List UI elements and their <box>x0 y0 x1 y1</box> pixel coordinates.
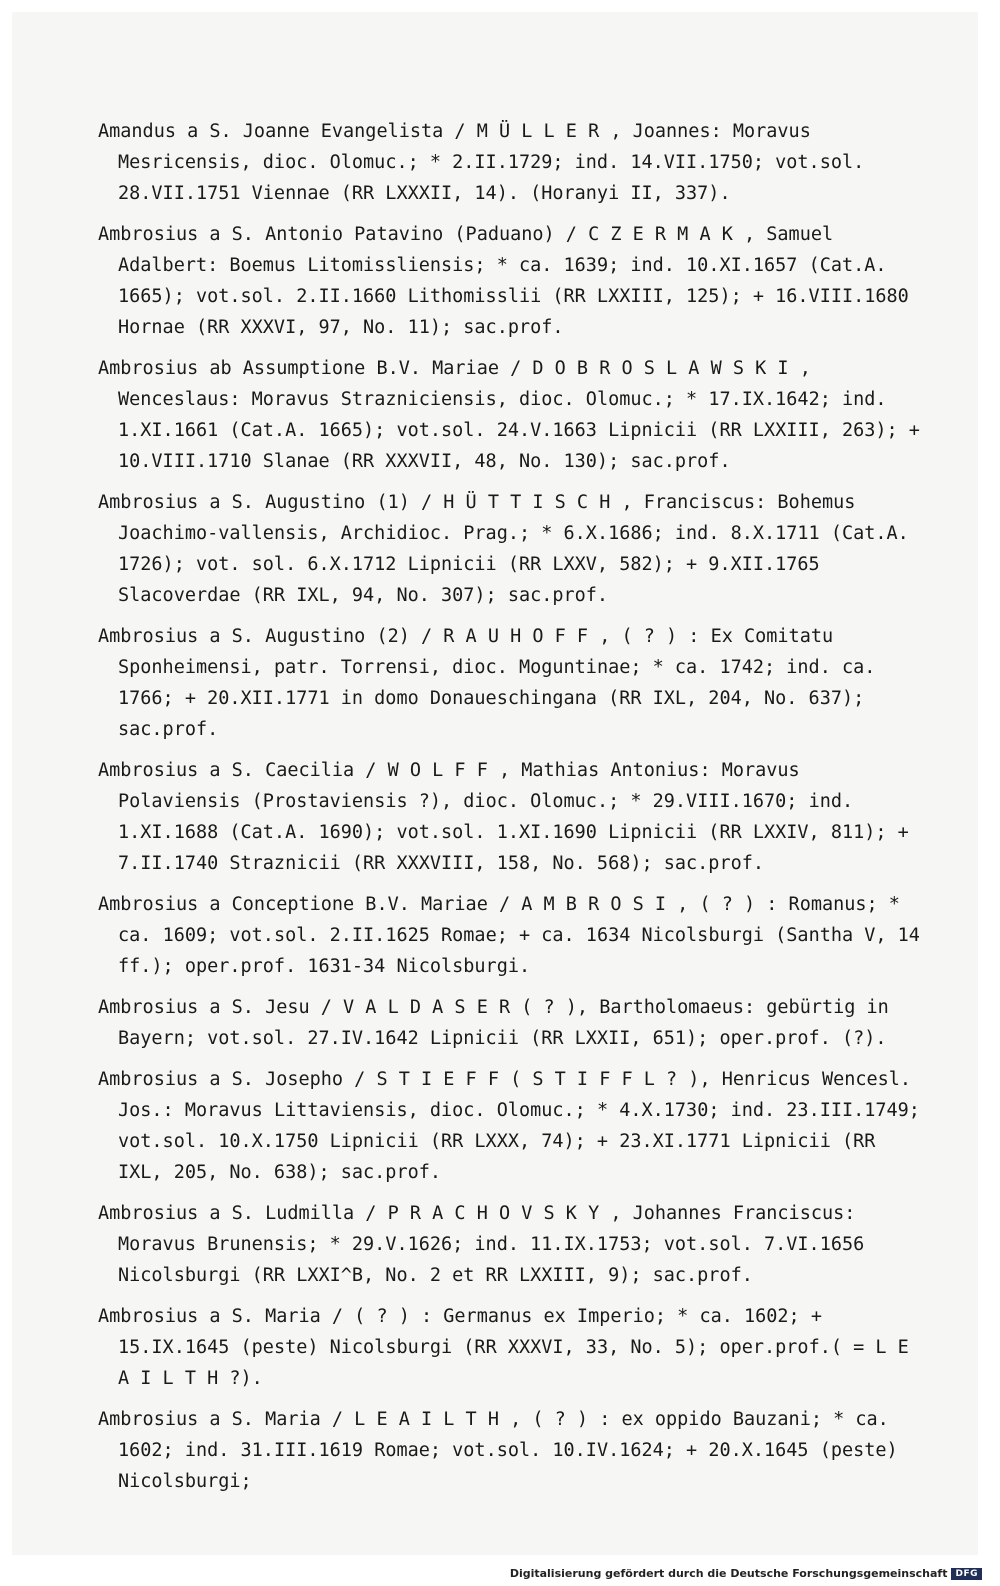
entry-ambrosius-czermak <box>98 219 928 343</box>
entry-ambrosius-maria-unknown <box>98 1301 928 1394</box>
entry-heading: Ambrosius a S. Maria / ( ? ) : Germanus ex Imperio; * ca. 1602; + 15.IX.1645 <box>98 1306 822 1358</box>
entry-heading: Ambrosius ab Assumptione B.V. Mariae / D O B R O S L A W S K I , Wenceslaus: <box>98 358 811 410</box>
entry-ambrosius-stieff <box>98 1064 928 1188</box>
entry-heading: Ambrosius a S. Maria / L E A I L T H , ( ? ) : ex oppido Bauzani; * ca. 1602; <box>98 1409 889 1461</box>
scanned-page <box>12 12 978 1555</box>
entry-body: 1609; vot.sol. 2.II.1625 Romae; + ca. 1634 Nicolsburgi (Santha V, 14 ff.); oper.prof. 1631-34 Nicolsburgi. <box>118 925 920 977</box>
entry-body: (peste) Nicolsburgi (RR XXXVI, 33, No. 5); oper.prof.( = L E A I L T H ?). <box>118 1337 909 1389</box>
entry-body: Moravus Strazniciensis, dioc. Olomuc.; * 17.IX.1642; ind. 1.XI.1661 (Cat.A. 1665); vot.sol. 24.V.1663 Lipnicii (RR LXXIII, 263); + 10.VIII.1710 Slanae (RR XXXVII, 48, No. 130); sac.prof. <box>118 389 920 472</box>
entry-list <box>98 116 928 1507</box>
entry-body: Boemus Litomissliensis; * ca. 1639; ind. 10.XI.1657 (Cat.A. 1665); vot.sol. 2.II.1660 Lithomisslii (RR LXXIII, 125); + 16.VIII.1680 Hornae (RR XXXVI, 97, No. 11); sac.prof. <box>118 255 909 338</box>
entry-body: patr. Torrensi, dioc. Moguntinae; * ca. 1742; ind. ca. 1766; + 20.XII.1771 in domo Donaueschingana (RR IXL, 204, No. 637); sac.prof. <box>118 657 876 740</box>
entry-body: Moravus Littaviensis, dioc. Olomuc.; * 4.X.1730; ind. 23.III.1749; vot.sol. 10.X.1750 Lipnicii (RR LXXX, 74); + 23.XI.1771 Lipnicii (RR IXL, 205, No. 638); sac.prof. <box>118 1100 920 1183</box>
entry-heading: Ambrosius a S. Caecilia / W O L F F , Mathias Antonius: Moravus Polaviensis <box>98 760 800 812</box>
entry-heading: Ambrosius a S. Jesu / V A L D A S E R ( ? ), Bartholomaeus: gebürtig in Bayern; <box>98 997 889 1049</box>
entry-heading: Ambrosius a S. Augustino (1) / H Ü T T I S C H , Franciscus: Bohemus Joachimo- <box>98 492 856 544</box>
funding-note: Digitalisierung gefördert durch die Deutsche Forschungsgemeinschaft <box>509 1567 948 1580</box>
entry-ambrosius-dobroslawski <box>98 353 928 477</box>
entry-heading: Ambrosius a S. Ludmilla / P R A C H O V S K Y , Johannes Franciscus: Moravus <box>98 1203 856 1255</box>
entry-body: (Prostaviensis ?), dioc. Olomuc.; * 29.VIII.1670; ind. 1.XI.1688 (Cat.A. 1690); vot.sol. 1.XI.1690 Lipnicii (RR LXXIV, 811); + 7.II.1740 Straznicii (RR XXXVIII, 158, No. 568); sac.prof. <box>118 791 909 874</box>
entry-body: vot.sol. 27.IV.1642 Lipnicii (RR LXXII, 651); oper.prof. (?). <box>207 1028 887 1049</box>
entry-body: Brunensis; * 29.V.1626; ind. 11.IX.1753; vot.sol. 7.VI.1656 Nicolsburgi (RR LXXI^B, No. 2 et RR LXXIII, 9); sac.prof. <box>118 1234 865 1286</box>
entry-heading: Amandus a S. Joanne Evangelista / M Ü L L E R , Joannes: Moravus Mesricensis, <box>98 121 811 173</box>
entry-heading: Ambrosius a Conceptione B.V. Mariae / A M B R O S I , ( ? ) : Romanus; * ca. <box>98 894 900 946</box>
entry-ambrosius-ambrosi <box>98 889 928 982</box>
entry-ambrosius-leailth <box>98 1404 928 1497</box>
entry-ambrosius-rauhoff <box>98 621 928 745</box>
entry-body: vallensis, Archidioc. Prag.; * 6.X.1686; ind. 8.X.1711 (Cat.A. 1726); vot. sol. 6.X.1712 Lipnicii (RR LXXV, 582); + 9.XII.1765 Slacoverdae (RR IXL, 94, No. 307); sac.prof. <box>118 523 909 606</box>
entry-ambrosius-huettisch <box>98 487 928 611</box>
funding-footer <box>510 1567 982 1580</box>
entry-body: dioc. Olomuc.; * 2.II.1729; ind. 14.VII.1750; vot.sol. 28.VII.1751 Viennae (RR LXXXII, 14). (Horanyi II, 337). <box>118 152 865 204</box>
entry-heading: Ambrosius a S. Antonio Patavino (Paduano) / C Z E R M A K , Samuel Adalbert: <box>98 224 834 276</box>
entry-ambrosius-wolff <box>98 755 928 879</box>
entry-body: ind. 31.III.1619 Romae; vot.sol. 10.IV.1624; + 20.X.1645 (peste) Nicolsburgi; <box>118 1440 898 1492</box>
entry-heading: Ambrosius a S. Augustino (2) / R A U H O F F , ( ? ) : Ex Comitatu Sponheimensi, <box>98 626 834 678</box>
entry-ambrosius-prachovsky <box>98 1198 928 1291</box>
dfg-logo: DFG <box>951 1568 982 1580</box>
entry-amandus-mueller <box>98 116 928 209</box>
entry-ambrosius-valdaser <box>98 992 928 1054</box>
entry-heading: Ambrosius a S. Josepho / S T I E F F ( S T I F F L ? ), Henricus Wencesl. Jos.: <box>98 1069 912 1121</box>
